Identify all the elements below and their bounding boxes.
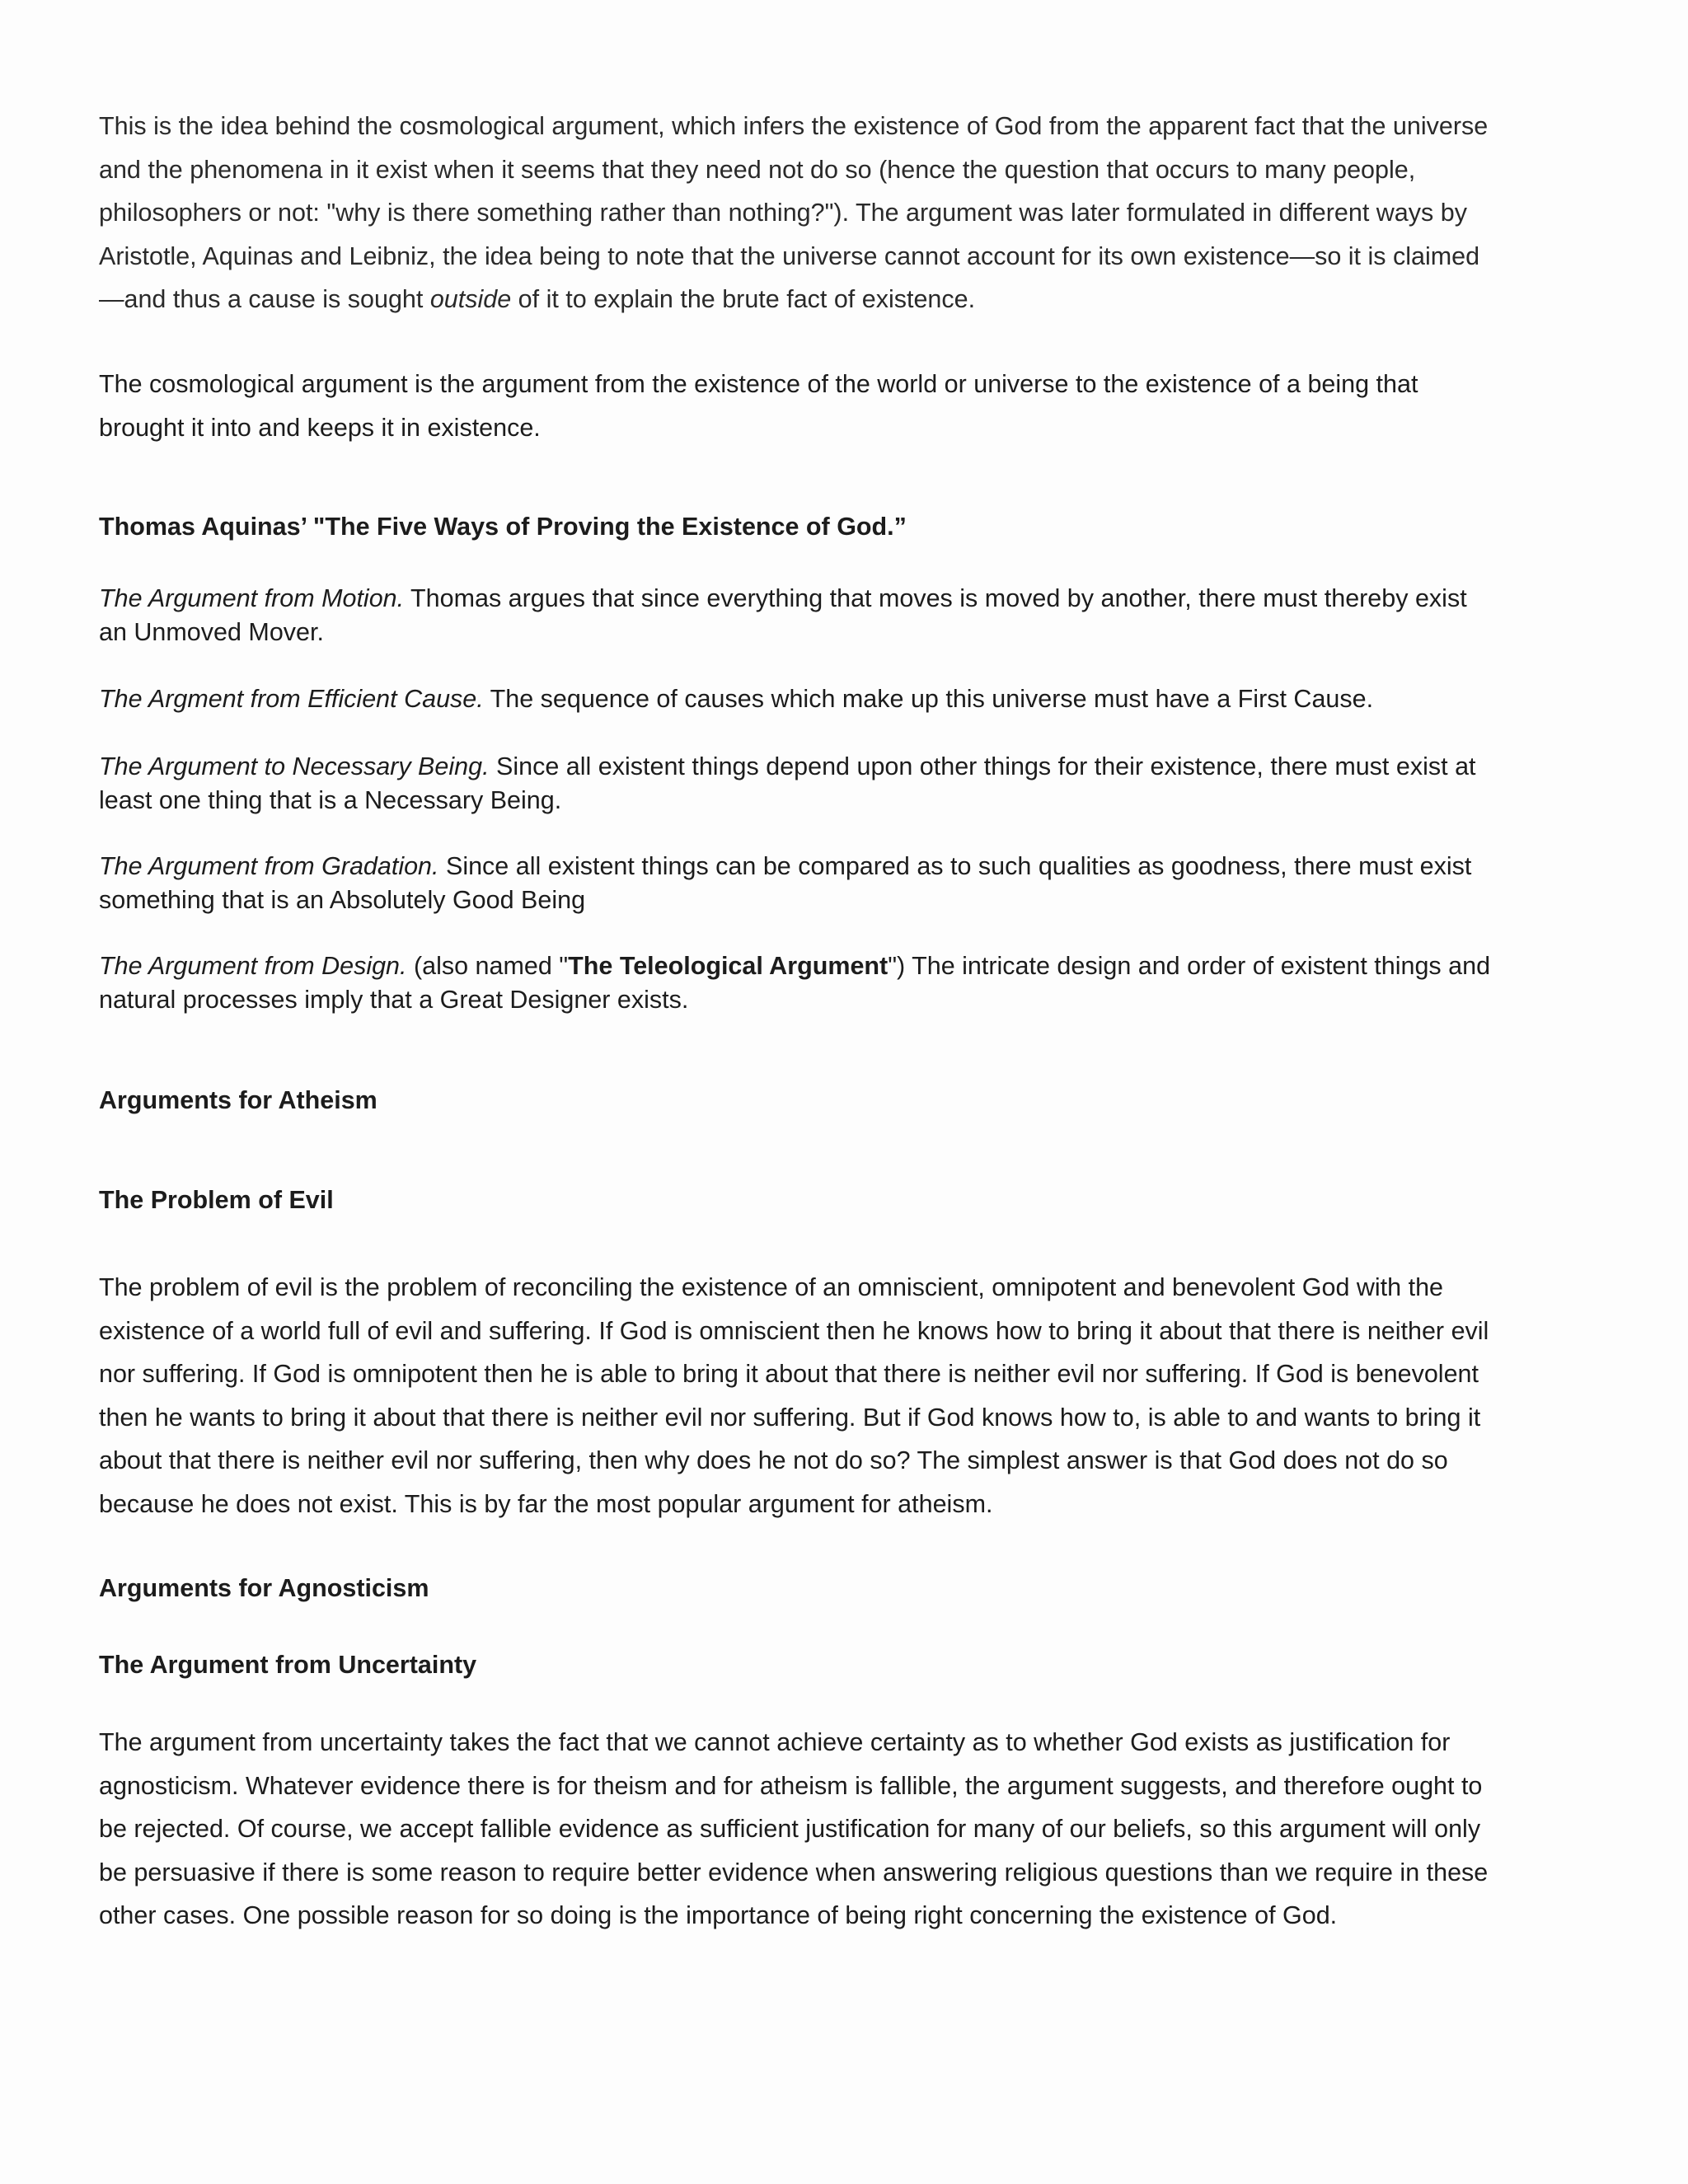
heading-argument-uncertainty: The Argument from Uncertainty bbox=[99, 1651, 477, 1679]
heading-arguments-atheism: Arguments for Atheism bbox=[99, 1086, 377, 1114]
way-motion-title: The Argument from Motion. bbox=[99, 584, 405, 612]
way-design-title: The Argument from Design. bbox=[99, 952, 407, 980]
way-efficient-title: The Argment from Efficient Cause. bbox=[99, 685, 484, 713]
heading-arguments-agnosticism: Arguments for Agnosticism bbox=[99, 1574, 429, 1602]
emphasis-outside: outside bbox=[429, 285, 512, 313]
way-motion: The Argument from Motion. Thomas argues that since everything that moves is moved by another, there must thereby exist an Unmoved Mover. bbox=[99, 584, 1467, 646]
paragraph-cosmological-idea: This is the idea behind the cosmological argument, which infers the existence of God from the apparent fact that the universe and the phenomena in it exist when it seems that they need not do so (hence the question that occurs to many people, philosophers or not: "why is there something rather than nothing?"). The argument was later formulated in different ways by Aristotle, Aquinas and Leibniz, the idea being to note that the universe cannot account for its own existence—so it is claimed—and thus a cause is sought outside of it to explain the brute fact of existence. bbox=[99, 112, 1489, 313]
way-gradation-title: The Argument from Gradation. bbox=[99, 852, 439, 880]
paragraph-cosmological-definition: The cosmological argument is the argument from the existence of the world or universe to the existence of a being that brought it into and keeps it in existence. bbox=[99, 370, 1418, 442]
heading-five-ways: Thomas Aquinas’ "The Five Ways of Proving the Existence of God.” bbox=[99, 513, 907, 541]
heading-problem-of-evil: The Problem of Evil bbox=[99, 1186, 334, 1214]
way-design: The Argument from Design. (also named "The Teleological Argument") The intricate design and order of existent things and natural processes imply that a Great Designer exists. bbox=[99, 952, 1491, 1014]
teleological-argument-bold: The Teleological Argument bbox=[568, 952, 889, 980]
way-efficient-cause: The Argment from Efficient Cause. The sequence of causes which make up this universe must have a First Cause. bbox=[99, 685, 1374, 713]
way-necessary-being: The Argument to Necessary Being. Since all existent things depend upon other things for their existence, there must exist at least one thing that is a Necessary Being. bbox=[99, 752, 1476, 814]
way-necessary-title: The Argument to Necessary Being. bbox=[99, 752, 490, 780]
paragraph-problem-of-evil: The problem of evil is the problem of reconciling the existence of an omniscient, omnipotent and benevolent God with the existence of a world full of evil and suffering. If God is omniscient then he knows how to bring it about that there is neither evil nor suffering. If God is omnipotent then he is able to bring it about that there is neither evil nor suffering. If God is benevolent then he wants to bring it about that there is neither evil nor suffering. But if God knows how to, is able to and wants to bring it about that there is neither evil nor suffering, then why does he not do so? The simplest answer is that God does not do so because he does not exist. This is by far the most popular argument for atheism. bbox=[99, 1273, 1489, 1518]
paragraph-argument-uncertainty: The argument from uncertainty takes the fact that we cannot achieve certainty as to whether God exists as justification for agnosticism. Whatever evidence there is for theism and for atheism is fallible, the argument suggests, and therefore ought to be rejected. Of course, we accept fallible evidence as sufficient justification for many of our beliefs, so this argument will only be persuasive if there is some reason to require better evidence when answering religious questions than we require in these other cases. One possible reason for so doing is the importance of being right concerning the existence of God. bbox=[99, 1728, 1489, 1929]
way-gradation: The Argument from Gradation. Since all existent things can be compared as to such qualities as goodness, there must exist something that is an Absolutely Good Being bbox=[99, 852, 1472, 914]
